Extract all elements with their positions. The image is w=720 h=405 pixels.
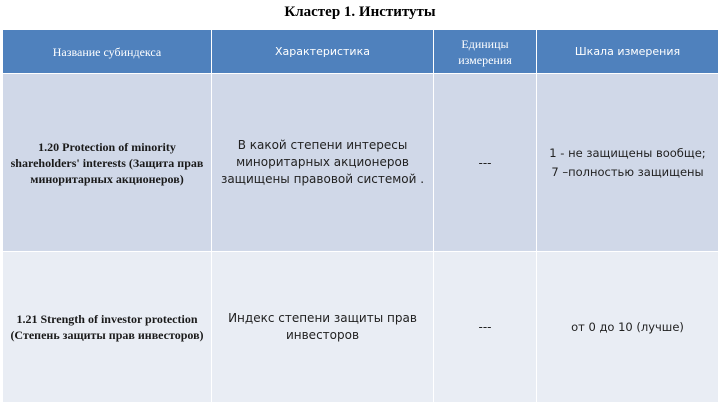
scale-line-2: 7 –полностью защищены [551, 164, 704, 179]
table-row [3, 74, 719, 252]
scale-cell [537, 74, 719, 252]
characteristic-cell [212, 252, 434, 403]
subindex-name: 1.20 Protection of minority shareholders' interests (Защита прав миноритарных акционеров) [10, 139, 204, 186]
scale-line-1: 1 - не защищены вообще; [549, 145, 706, 160]
header-scale: Шкала измерения [537, 30, 719, 74]
header-units: Единицы измерения [434, 30, 537, 74]
units-cell [434, 252, 537, 403]
scale-line-1: от 0 до 10 (лучше) [571, 319, 684, 334]
scale-cell [537, 252, 719, 403]
subindex-name-cell [3, 74, 212, 252]
subindex-table [2, 29, 719, 403]
header-subindex-name: Название субиндекса [3, 30, 212, 74]
characteristic-text: Индекс степени защиты прав инвесторов [228, 311, 417, 342]
table-row [3, 252, 719, 403]
subindex-name: 1.21 Strength of investor protection (Степень защиты прав инвесторов) [10, 312, 204, 342]
header-characteristic: Характеристика [212, 30, 434, 74]
characteristic-text: В какой степени интересы миноритарных акционеров защищены правовой системой . [220, 138, 425, 186]
characteristic-cell [212, 74, 434, 252]
units-value: --- [478, 320, 492, 334]
table-header-row [3, 30, 719, 74]
units-cell [434, 74, 537, 252]
subindex-name-cell [3, 252, 212, 403]
page-title: Кластер 1. Институты [284, 4, 436, 20]
units-value: --- [478, 155, 492, 170]
